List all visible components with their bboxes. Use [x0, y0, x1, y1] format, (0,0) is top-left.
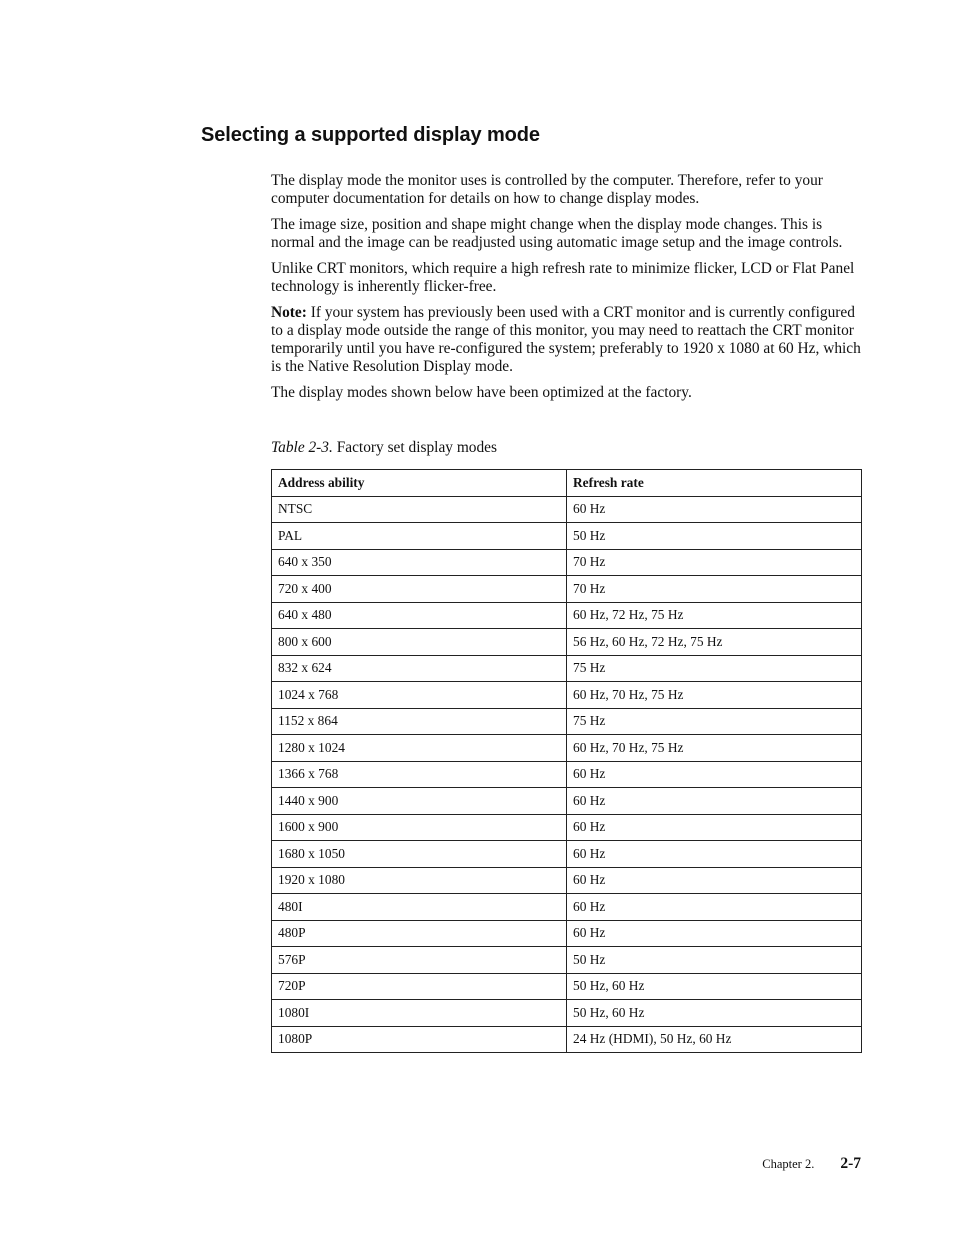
- paragraph-image-size: The image size, position and shape might change when the display mode changes. This is normal and the image can be readjusted using automatic image setup and the image controls.: [271, 216, 843, 251]
- note-text: If your system has previously been used with a CRT monitor and is currently configured to a display mode outside the range of this monitor, you may need to reattach the CRT monitor temporarily until you have re-configured the system; preferably to 1920 x 1080 at 60 Hz, which is the Native Resolution Display mode.: [271, 304, 861, 375]
- cell-address-ability: PAL: [272, 523, 567, 550]
- cell-address-ability: 720 x 400: [272, 576, 567, 603]
- cell-address-ability: 576P: [272, 947, 567, 974]
- cell-refresh-rate: 50 Hz: [567, 947, 862, 974]
- cell-address-ability: 1280 x 1024: [272, 735, 567, 762]
- cell-address-ability: 480P: [272, 920, 567, 947]
- table-row: [272, 735, 862, 762]
- display-modes-table: [271, 469, 862, 1053]
- table-row: [272, 761, 862, 788]
- table-row: [272, 920, 862, 947]
- cell-refresh-rate: 50 Hz, 60 Hz: [567, 973, 862, 1000]
- cell-address-ability: 1680 x 1050: [272, 841, 567, 868]
- cell-address-ability: NTSC: [272, 496, 567, 523]
- cell-address-ability: 832 x 624: [272, 655, 567, 682]
- table-row: [272, 788, 862, 815]
- table-caption-text: Factory set display modes: [332, 439, 498, 456]
- table-row: [272, 682, 862, 709]
- cell-address-ability: 1366 x 768: [272, 761, 567, 788]
- cell-address-ability: 640 x 480: [272, 602, 567, 629]
- body-text: [271, 172, 861, 410]
- cell-refresh-rate: 56 Hz, 60 Hz, 72 Hz, 75 Hz: [567, 629, 862, 656]
- page-number: 2-7: [840, 1155, 861, 1172]
- table-caption: [271, 439, 497, 457]
- cell-refresh-rate: 60 Hz: [567, 841, 862, 868]
- table-row: [272, 523, 862, 550]
- cell-address-ability: 480I: [272, 894, 567, 921]
- cell-refresh-rate: 70 Hz: [567, 549, 862, 576]
- table-row: [272, 496, 862, 523]
- cell-refresh-rate: 70 Hz: [567, 576, 862, 603]
- cell-address-ability: 1080I: [272, 1000, 567, 1027]
- cell-refresh-rate: 60 Hz, 72 Hz, 75 Hz: [567, 602, 862, 629]
- cell-refresh-rate: 60 Hz: [567, 867, 862, 894]
- table-row: [272, 814, 862, 841]
- footer-chapter: Chapter 2.: [762, 1157, 815, 1171]
- paragraph-crt-flicker: Unlike CRT monitors, which require a high refresh rate to minimize flicker, LCD or Flat Panel technology is inherently flicker-free.: [271, 260, 855, 295]
- cell-refresh-rate: 75 Hz: [567, 708, 862, 735]
- table-row: [272, 1000, 862, 1027]
- table-row: [272, 1026, 862, 1053]
- table-row: [272, 655, 862, 682]
- cell-address-ability: 1024 x 768: [272, 682, 567, 709]
- cell-refresh-rate: 60 Hz: [567, 920, 862, 947]
- cell-address-ability: 720P: [272, 973, 567, 1000]
- table-row: [272, 841, 862, 868]
- cell-address-ability: 1600 x 900: [272, 814, 567, 841]
- table-row: [272, 894, 862, 921]
- paragraph-display-mode: The display mode the monitor uses is controlled by the computer. Therefore, refer to your computer documentation for details on how to change display modes.: [271, 172, 823, 207]
- cell-refresh-rate: 60 Hz: [567, 894, 862, 921]
- cell-address-ability: 1080P: [272, 1026, 567, 1053]
- cell-refresh-rate: 75 Hz: [567, 655, 862, 682]
- cell-refresh-rate: 60 Hz: [567, 788, 862, 815]
- cell-refresh-rate: 60 Hz: [567, 814, 862, 841]
- paragraph-factory-modes: The display modes shown below have been optimized at the factory.: [271, 384, 692, 401]
- table-row: [272, 576, 862, 603]
- note-paragraph: [271, 304, 861, 376]
- table-header-row: [272, 470, 862, 497]
- cell-refresh-rate: 50 Hz: [567, 523, 862, 550]
- table-row: [272, 629, 862, 656]
- table-row: [272, 708, 862, 735]
- header-address-ability: Address ability: [272, 470, 567, 497]
- cell-refresh-rate: 60 Hz: [567, 496, 862, 523]
- cell-address-ability: 1152 x 864: [272, 708, 567, 735]
- cell-address-ability: 800 x 600: [272, 629, 567, 656]
- note-label: Note:: [271, 304, 307, 321]
- table-row: [272, 867, 862, 894]
- cell-refresh-rate: 60 Hz, 70 Hz, 75 Hz: [567, 682, 862, 709]
- table-body: [272, 496, 862, 1053]
- table-row: [272, 947, 862, 974]
- cell-address-ability: 1440 x 900: [272, 788, 567, 815]
- table-row: [272, 602, 862, 629]
- cell-refresh-rate: 60 Hz: [567, 761, 862, 788]
- table-row: [272, 549, 862, 576]
- cell-address-ability: 1920 x 1080: [272, 867, 567, 894]
- section-heading: Selecting a supported display mode: [201, 124, 540, 146]
- table-row: [272, 973, 862, 1000]
- cell-refresh-rate: 24 Hz (HDMI), 50 Hz, 60 Hz: [567, 1026, 862, 1053]
- header-refresh-rate: Refresh rate: [567, 470, 862, 497]
- cell-refresh-rate: 50 Hz, 60 Hz: [567, 1000, 862, 1027]
- page-footer: [762, 1155, 861, 1173]
- cell-refresh-rate: 60 Hz, 70 Hz, 75 Hz: [567, 735, 862, 762]
- table-caption-number: Table 2-3.: [271, 439, 333, 456]
- cell-address-ability: 640 x 350: [272, 549, 567, 576]
